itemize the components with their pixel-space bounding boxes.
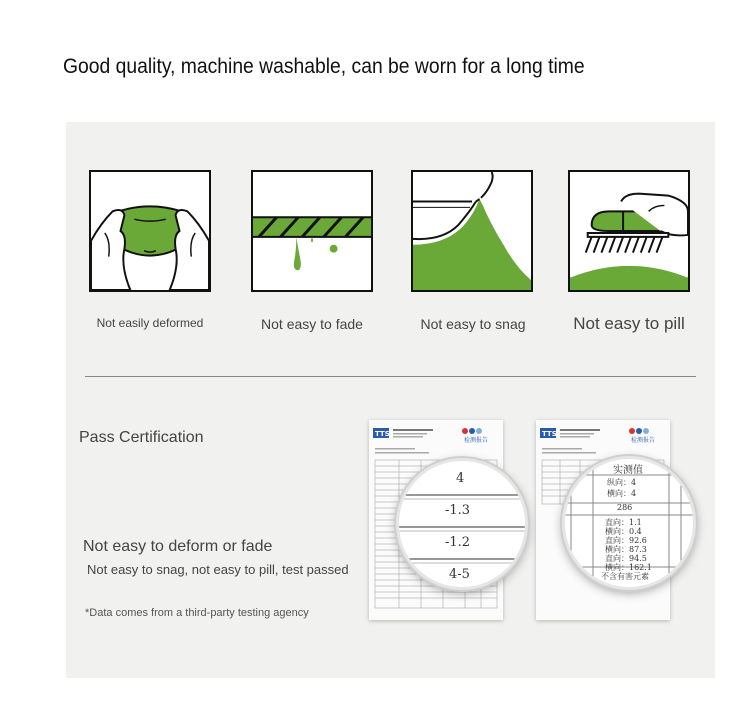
magnified-line-2: 横向：4 (607, 489, 637, 498)
magnified-line-6: 直向：92.6 (605, 536, 647, 545)
magnified-line-9: 横向：162.1 (605, 563, 652, 572)
feature-card-fade (251, 170, 373, 292)
features-panel (66, 122, 715, 678)
magnified-value-2: -1.3 (445, 503, 471, 518)
magnified-line-10: 不含有害元素 (601, 572, 649, 581)
feature-label-snag: Not easy to snag (420, 316, 526, 332)
claim-subtitle: Not easy to snag, not easy to pill, test passed (87, 562, 349, 577)
pass-certification-heading: Pass Certification (79, 429, 204, 446)
feature-card-snag (411, 170, 533, 292)
report2-magnifier (562, 456, 696, 590)
report2-title: 检测报告 (631, 437, 656, 444)
report1-magnifier (396, 458, 528, 590)
feature-label-pill: Not easy to pill (573, 314, 685, 333)
claim-title: Not easy to deform or fade (83, 538, 273, 555)
feature-label-fade: Not easy to fade (261, 316, 363, 332)
magnified-value-4: 4-5 (449, 567, 470, 582)
report1-title: 检测报告 (464, 437, 489, 444)
feature-label-deformed: Not easily deformed (96, 316, 204, 330)
magnified-line-4: 直向：1.1 (605, 518, 642, 527)
feature-card-pill (568, 170, 690, 292)
report2-logo: TTS (542, 430, 557, 438)
report1-logo: TTS (375, 430, 390, 438)
section-divider (85, 376, 696, 377)
magnified-value-3: -1.2 (445, 535, 471, 550)
hands-stretching-fabric-icon (91, 172, 209, 290)
magnified-line-5: 横向：0.4 (605, 527, 642, 536)
magnified-line-7: 横向：87.3 (605, 545, 647, 554)
data-source-footnote: *Data comes from a third-party testing agency (85, 607, 309, 619)
test-report-2 (536, 420, 670, 620)
fabric-snag-icon (413, 172, 531, 290)
magnified-line-1: 纵向：4 (607, 478, 637, 487)
magnified-line-8: 直向：94.5 (605, 554, 647, 563)
page-headline: Good quality, machine washable, can be worn for a long time (63, 55, 585, 78)
feature-card-deformed (89, 170, 211, 292)
magnified-line-3: 286 (617, 503, 633, 512)
magnified-header: 实测值 (613, 465, 643, 476)
magnified-value-1: 4 (456, 471, 465, 486)
twisted-rope-dripping-icon (253, 172, 371, 290)
test-report-1 (369, 420, 503, 620)
brush-on-fabric-icon (570, 172, 688, 290)
